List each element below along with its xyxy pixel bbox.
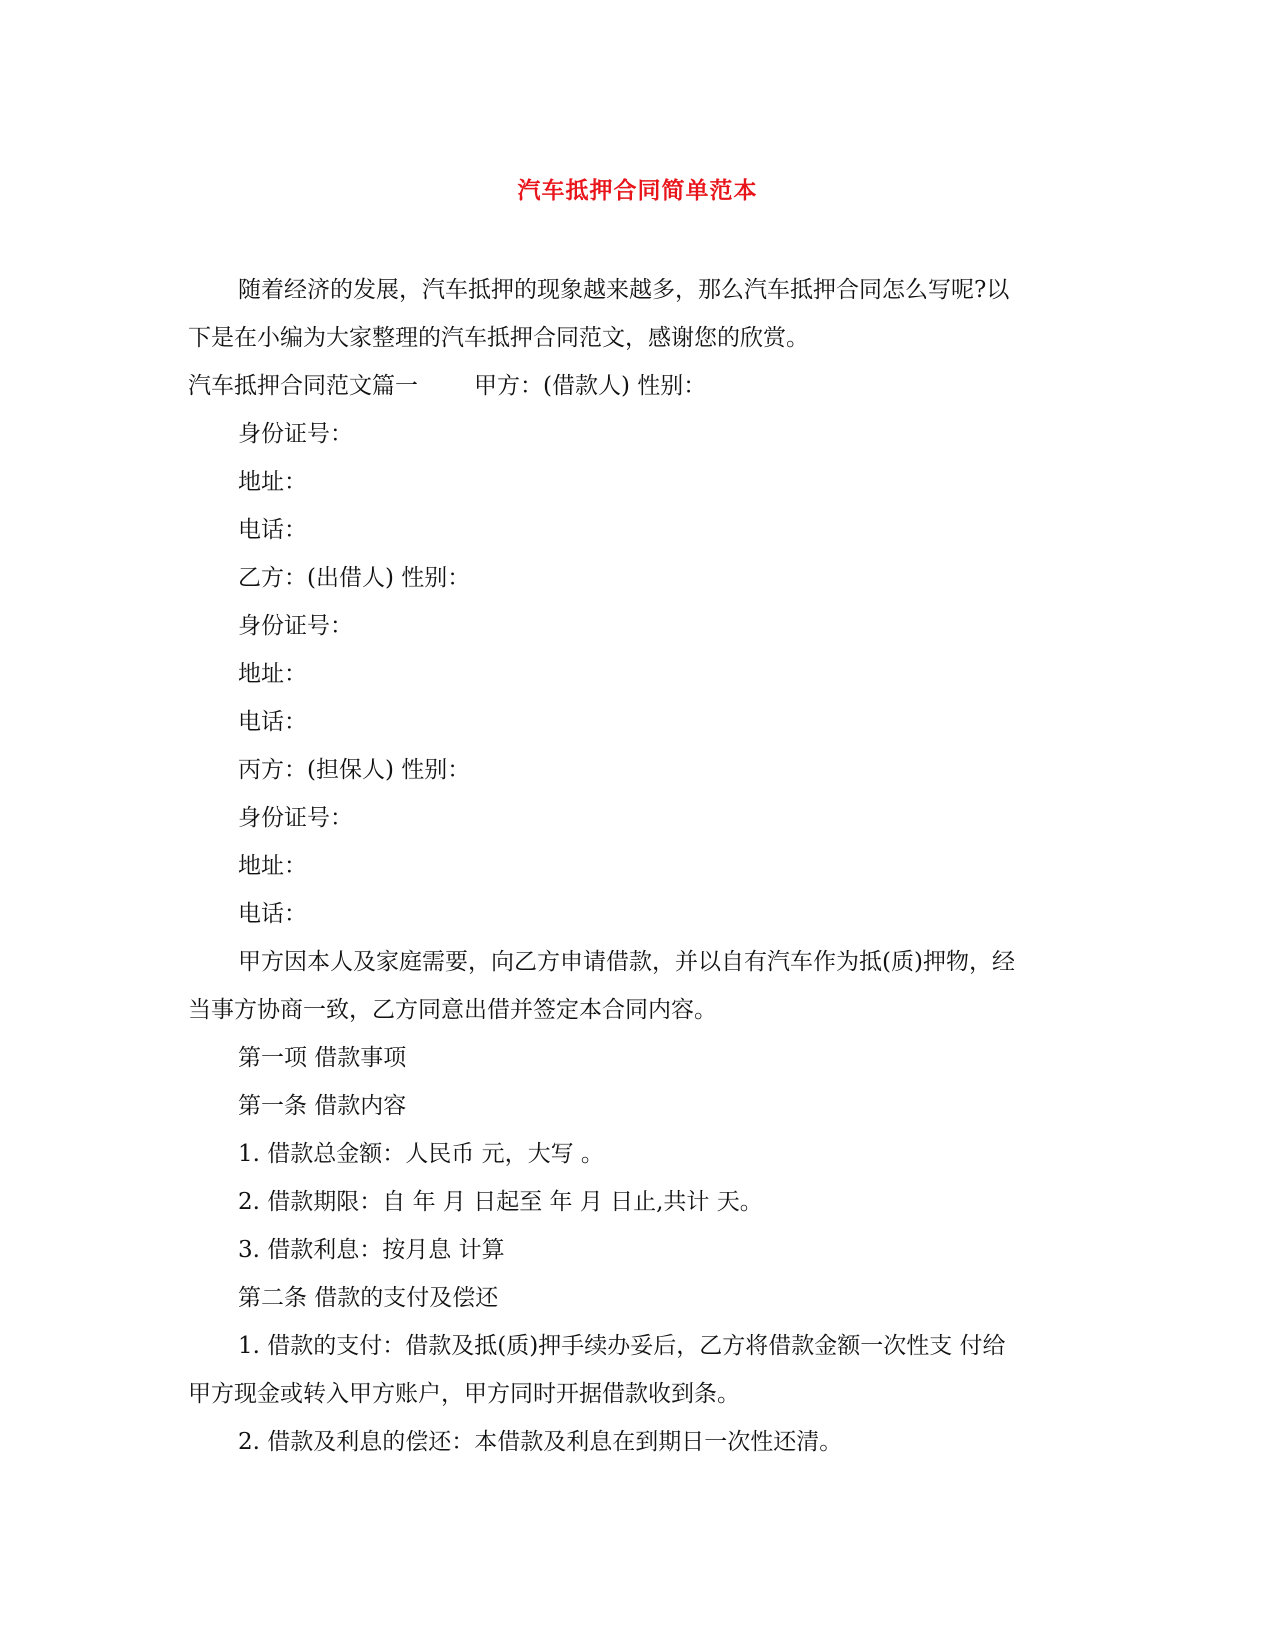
clause-line: 甲方现金或转入甲方账户，甲方同时开据借款收到条。 <box>188 1381 740 1407</box>
purpose-paragraph-line: 当事方协商一致，乙方同意出借并签定本合同内容。 <box>188 997 717 1023</box>
document-body <box>188 266 1088 1466</box>
party-c-address: 地址： <box>238 853 307 879</box>
party-b-address: 地址： <box>238 661 307 687</box>
intro-paragraph-line: 下是在小编为大家整理的汽车抵押合同范文，感谢您的欣赏。 <box>188 325 809 351</box>
clause-line: 2. 借款期限：自 年 月 日起至 年 月 日止,共计 天。 <box>238 1189 763 1215</box>
clause-line: 1. 借款总金额：人民币 元，大写 。 <box>238 1141 604 1167</box>
party-a-header: 甲方：(借款人) 性别： <box>474 373 707 399</box>
intro-paragraph-line: 随着经济的发展，汽车抵押的现象越来越多，那么汽车抵押合同怎么写呢?以 <box>238 277 1010 303</box>
party-b-id: 身份证号： <box>238 613 353 639</box>
party-c-phone: 电话： <box>238 901 307 927</box>
party-b-header: 乙方：(出借人) 性别： <box>238 565 471 591</box>
clause-line: 3. 借款利息：按月息 计算 <box>238 1237 505 1263</box>
section-heading-line <box>188 362 1088 410</box>
clause-line: 1. 借款的支付：借款及抵(质)押手续办妥后，乙方将借款金额一次性支 付给 <box>238 1333 1006 1359</box>
party-b-phone: 电话： <box>238 709 307 735</box>
party-a-address: 地址： <box>238 469 307 495</box>
section-heading: 汽车抵押合同范文篇一 <box>188 373 418 399</box>
clause-line: 2. 借款及利息的偿还：本借款及利息在到期日一次性还清。 <box>238 1429 843 1455</box>
party-a-id: 身份证号： <box>238 421 353 447</box>
party-c-id: 身份证号： <box>238 805 353 831</box>
document-title: 汽车抵押合同简单范本 <box>517 177 758 204</box>
party-c-header: 丙方：(担保人) 性别： <box>238 757 471 783</box>
article-heading: 第一条 借款内容 <box>238 1093 407 1119</box>
party-a-phone: 电话： <box>238 517 307 543</box>
item-heading: 第一项 借款事项 <box>238 1045 407 1071</box>
article-heading: 第二条 借款的支付及偿还 <box>238 1285 499 1311</box>
purpose-paragraph-line: 甲方因本人及家庭需要，向乙方申请借款，并以自有汽车作为抵(质)押物，经 <box>238 949 1015 975</box>
